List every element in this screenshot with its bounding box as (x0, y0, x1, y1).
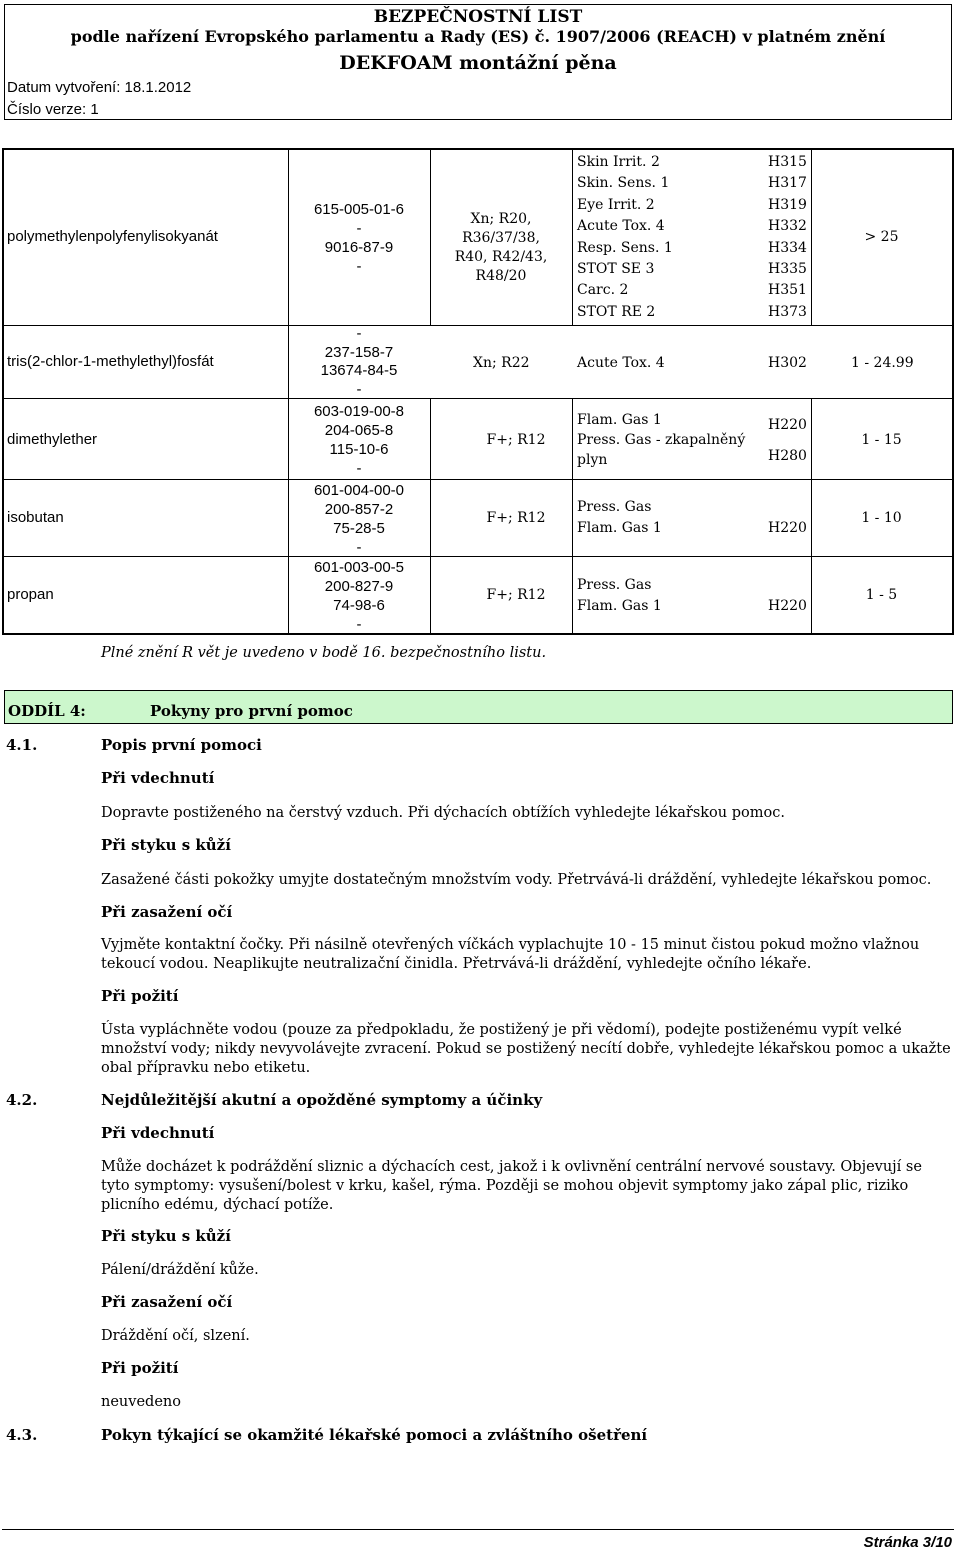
item-heading: Při požití (101, 987, 179, 1005)
substance-ids: 615-005-01-6 - 9016-87-9 - (313, 201, 405, 275)
substance-name: dimethylether (7, 431, 98, 448)
product-name: DEKFOAM montážní pěna (339, 52, 617, 74)
concentration: 1 - 15 (861, 432, 902, 448)
subsection-title: Popis první pomoci (101, 736, 262, 754)
substance-name: isobutan (7, 509, 64, 526)
hazard-statement-codes: H302 (768, 355, 807, 371)
substance-ids: - 237-158-7 13674-84-5 - (320, 325, 398, 398)
hazard-classes: Press. Gas Flam. Gas 1 (577, 577, 662, 614)
page-number: Stránka 3/10 (863, 1534, 952, 1551)
classification: F+; R12 (486, 587, 546, 603)
item-heading: Při vdechnutí (101, 1124, 215, 1142)
substance-ids: 601-003-00-5 200-827-9 74-98-6 - (313, 559, 405, 633)
item-text: Dráždění očí, slzení. (101, 1328, 250, 1344)
hazard-statement-codes: H220 H280 (768, 417, 807, 464)
section-header (4, 690, 953, 724)
section-title: Pokyny pro první pomoc (150, 702, 353, 720)
col-divider (572, 148, 573, 325)
substance-ids: 601-004-00-0 200-857-2 75-28-5 - (313, 482, 405, 556)
table-border-left (2, 148, 4, 635)
hazard-statement-codes: H315 H317 H319 H332 H334 H335 H351 H373 (768, 154, 807, 320)
item-text: neuvedeno (101, 1394, 181, 1410)
concentration: 1 - 24.99 (851, 355, 914, 371)
classification: Xn; R22 (473, 355, 530, 371)
version-number: Číslo verze: 1 (7, 101, 99, 118)
item-text: Pálení/dráždění kůže. (101, 1262, 259, 1278)
hazard-statement-codes: H220 (768, 520, 807, 536)
hazard-classes: Flam. Gas 1 Press. Gas - zkapalněný plyn (577, 412, 746, 468)
item-text: Zasažené části pokožky umyjte dostatečným množstvím vody. Přetrvává-li dráždění, vyhledejte lékařskou pomoc. (101, 872, 932, 888)
item-heading: Při požití (101, 1359, 179, 1377)
row-divider (2, 325, 954, 326)
concentration: 1 - 5 (865, 587, 898, 603)
document-title: BEZPEČNOSTNÍ LIST (373, 7, 583, 27)
substance-name: propan (7, 586, 54, 603)
classification: F+; R12 (486, 510, 546, 526)
subsection-title: Nejdůležitější akutní a opožděné symptomy a účinky (101, 1091, 543, 1109)
classification: Xn; R20, R36/37/38, R40, R42/43, R48/20 (454, 211, 548, 284)
hazard-classes: Acute Tox. 4 (577, 355, 665, 371)
row-divider (2, 479, 954, 480)
subsection-title: Pokyn týkající se okamžité lékařské pomoci a zvláštního ošetření (101, 1426, 648, 1444)
classification: F+; R12 (486, 432, 546, 448)
concentration: > 25 (864, 229, 899, 245)
concentration: 1 - 10 (861, 510, 902, 526)
creation-date: Datum vytvoření: 18.1.2012 (7, 79, 192, 96)
hazard-statement-codes: H220 (768, 598, 807, 614)
item-text: Ústa vypláchněte vodou (pouze za předpokladu, že postižený je při vědomí), podejte postiženému vypít velké množství vody; nikdy nevyvolávejte zvracení. Pokud se postižený necítí dobře, vyhledejte lékařskou pomoc a ukažte obal přípravku nebo etiketu. (101, 1022, 951, 1076)
row-divider (2, 398, 954, 399)
substance-name: tris(2-chlor-1-methylethyl)fosfát (7, 353, 214, 370)
subsection-number: 4.1. (6, 736, 38, 754)
subsection-number: 4.2. (6, 1091, 38, 1109)
row-divider (2, 556, 954, 557)
footer-divider (2, 1529, 954, 1530)
item-heading: Při zasažení očí (101, 903, 233, 921)
substance-ids: 603-019-00-8 204-065-8 115-10-6 - (313, 403, 405, 477)
table-border-right (952, 148, 954, 635)
item-text: Dopravte postiženého na čerstvý vzduch. Při dýchacích obtížích vyhledejte lékařskou pomoc. (101, 805, 785, 821)
r-phrases-note: Plné znění R vět je uvedeno v bodě 16. bezpečnostního listu. (101, 645, 547, 661)
hazard-classes: Skin Irrit. 2 Skin. Sens. 1 Eye Irrit. 2 Acute Tox. 4 Resp. Sens. 1 STOT SE 3 Carc. 2 STOT RE 2 (577, 154, 673, 320)
section-label: ODDÍL 4: (8, 702, 86, 720)
item-text: Vyjměte kontaktní čočky. Při násilně otevřených víčkách vyplachujte 10 - 15 minut čistou pokud možno vlažnou tekoucí vodou. Neaplikujte neutralizační činidla. Přetrvává-li dráždění, vyhledejte očního lékaře. (101, 937, 920, 972)
hazard-classes: Press. Gas Flam. Gas 1 (577, 499, 662, 536)
item-heading: Při styku s kůží (101, 1227, 231, 1245)
item-heading: Při vdechnutí (101, 769, 215, 787)
item-text: Může docházet k podráždění sliznic a dýchacích cest, jakož i k ovlivnění centrální nervové soustavy. Objevují se tyto symptomy: vysušení/bolest v krku, kašel, rýma. Později se mohou objevit symptomy jako zápal plic, riziko plicního edému, dýchací potíže. (101, 1159, 922, 1213)
substance-name: polymethylenpolyfenylisokyanát (7, 228, 218, 245)
item-heading: Při styku s kůží (101, 836, 231, 854)
item-heading: Při zasažení očí (101, 1293, 233, 1311)
subsection-number: 4.3. (6, 1426, 38, 1444)
regulation-subtitle: podle nařízení Evropského parlamentu a Rady (ES) č. 1907/2006 (REACH) v platném znění (70, 27, 886, 46)
